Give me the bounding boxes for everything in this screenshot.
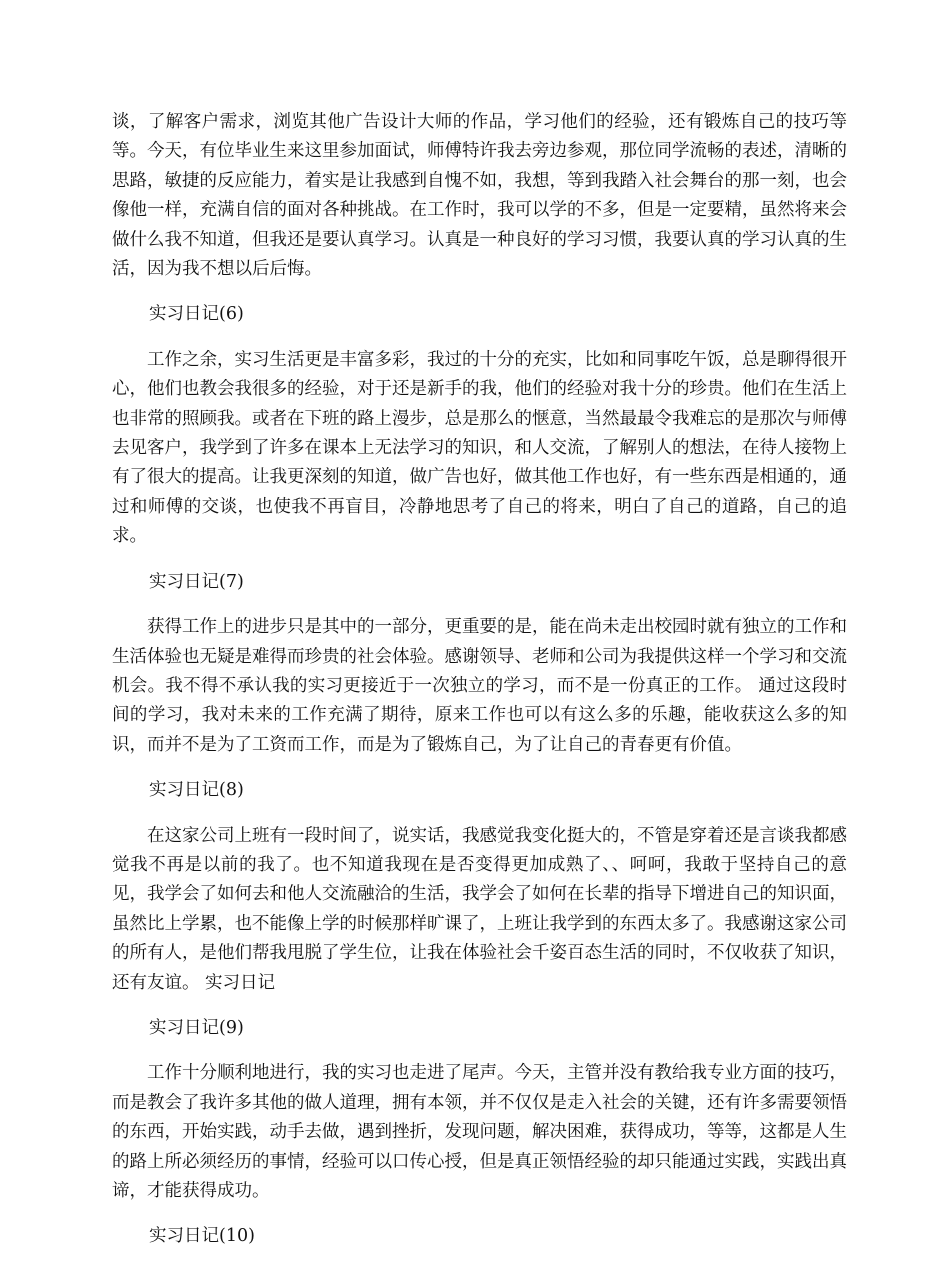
entry-body-9: 工作十分顺利地进行，我的实习也走进了尾声。今天，主管并没有教给我专业方面的技巧，而是教会了我许多其他的做人道理，拥有本领，并不仅仅是走入社会的关键，还有许多需要领悟的东西，开始实践，动手去做，遇到挫折，发现问题，解决困难，获得成功，等等，这都是人生的路上所必须经历的事情，经验可以口传心授，但是真正领悟经验的却只能通过实践，实践出真谛，才能获得成功。 (112, 1063, 847, 1201)
document-page (112, 108, 847, 1268)
entry-body-8: 在这家公司上班有一段时间了，说实话，我感觉我变化挺大的，不管是穿着还是言谈我都感觉我不再是以前的我了。也不知道我现在是否变得更加成熟了、、呵呵，我敢于坚持自己的意见，我学会了如何去和他人交流融洽的生活，我学会了如何在长辈的指导下增进自己的知识面，虽然比上学累，也不能像上学的时候那样旷课了，上班让我学到的东西太多了。我感谢这家公司的所有人，是他们帮我甩脱了学生位，让我在体验社会千姿百态生活的同时，不仅收获了知识，还有友谊。 实习日记 (112, 825, 847, 993)
entry-title-7: 实习日记(7) (149, 571, 244, 592)
entry-title-10: 实习日记(10) (149, 1226, 255, 1247)
intro-paragraph: 谈，了解客户需求，浏览其他广告设计大师的作品，学习他们的经验，还有锻炼自己的技巧等等。今天，有位毕业生来这里参加面试，师傅特许我去旁边参观，那位同学流畅的表述，清晰的思路，敏捷的反应能力，着实是让我感到自愧不如，我想，等到我踏入社会舞台的那一刻，也会像他一样，充满自信的面对各种挑战。在工作时，我可以学的不多，但是一定要精，虽然将来会做什么我不知道，但我还是要认真学习。认真是一种良好的学习习惯，我要认真的学习认真的生活，因为我不想以后后悔。 (112, 112, 847, 280)
entry-title-8: 实习日记(8) (149, 780, 244, 801)
entry-title-9: 实习日记(9) (149, 1017, 244, 1038)
entry-body-7: 获得工作上的进步只是其中的一部分，更重要的是，能在尚未走出校园时就有独立的工作和生活体验也无疑是难得而珍贵的社会体验。感谢领导、老师和公司为我提供这样一个学习和交流机会。我不得不承认我的实习更接近于一次独立的学习，而不是一份真正的工作。 通过这段时间的学习，我对未来的工作充满了期待，原来工作也可以有这么多的乐趣，能收获这么多的知识，而并不是为了工资而工作，而是为了锻炼自己，为了让自己的青春更有价值。 (112, 617, 847, 755)
entry-body-6: 工作之余，实习生活更是丰富多彩，我过的十分的充实，比如和同事吃午饭，总是聊得很开心，他们也教会我很多的经验，对于还是新手的我，他们的经验对我十分的珍贵。他们在生活上也非常的照顾我。或者在下班的路上漫步，总是那么的惬意，当然最最令我难忘的是那次与师傅去见客户，我学到了许多在课本上无法学习的知识，和人交流，了解别人的想法，在待人接物上有了很大的提高。让我更深刻的知道，做广告也好，做其他工作也好，有一些东西是相通的，通过和师傅的交谈，也使我不再盲目，冷静地思考了自己的将来，明白了自己的道路，自己的追求。 (112, 349, 847, 547)
entry-title-6: 实习日记(6) (149, 304, 244, 325)
